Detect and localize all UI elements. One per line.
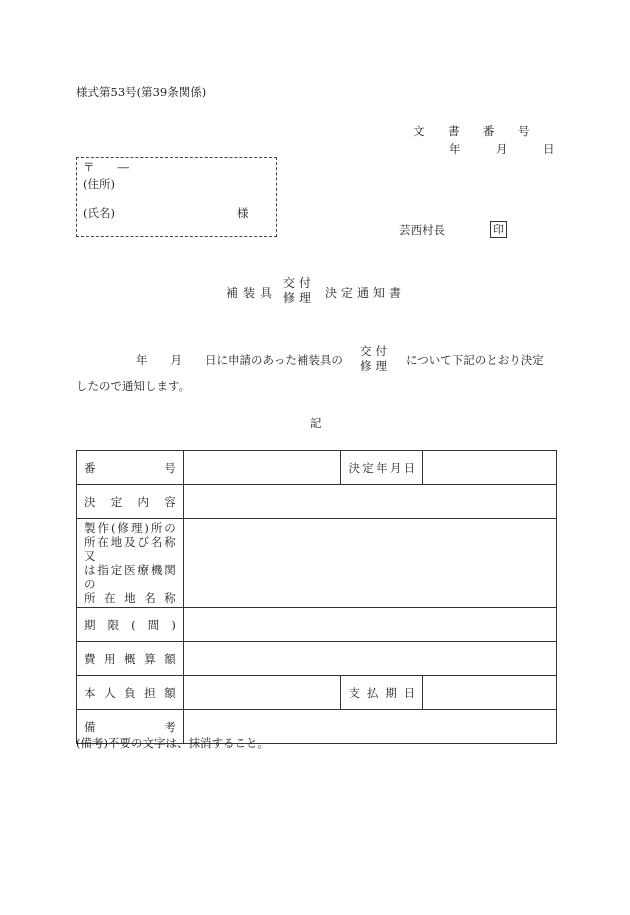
address-label: (住所) bbox=[83, 177, 115, 191]
name-label: (氏名) bbox=[83, 206, 115, 220]
manufacturer-label-line: は指定医療機関の bbox=[84, 563, 176, 591]
estimated-cost-label: 費用概算額 bbox=[77, 642, 184, 676]
title-prefix: 補装具 bbox=[226, 286, 278, 300]
period-label: 期限(間) bbox=[77, 608, 184, 642]
honorific: 様 bbox=[237, 206, 249, 220]
manufacturer-location-label bbox=[77, 519, 184, 608]
issuer-title: 芸西村長 bbox=[399, 223, 445, 237]
manufacturer-label-line: 所在地名称 bbox=[84, 591, 176, 605]
decision-content-value bbox=[183, 485, 556, 519]
number-value bbox=[183, 451, 341, 485]
postal-code-mark: 〒 ― bbox=[83, 160, 129, 174]
title-option-stack bbox=[283, 276, 315, 306]
self-burden-value bbox=[183, 676, 341, 710]
estimated-cost-value bbox=[183, 642, 556, 676]
number-label: 番号 bbox=[77, 451, 184, 485]
table-row bbox=[77, 485, 557, 519]
payment-date-label: 支払期日 bbox=[341, 676, 423, 710]
remarks-label: 備考 bbox=[77, 710, 184, 744]
table-row bbox=[77, 451, 557, 485]
form-label: 様式第53号(第39条関係) bbox=[76, 85, 207, 99]
manufacturer-location-value bbox=[183, 519, 556, 608]
ki-heading: 記 bbox=[310, 416, 322, 430]
body-option-top: 交付 bbox=[360, 344, 391, 358]
document-number: 文 書 番 号 bbox=[413, 124, 536, 138]
body-option-bottom: 修理 bbox=[360, 359, 391, 373]
table-row bbox=[77, 608, 557, 642]
self-burden-label: 本人負担額 bbox=[77, 676, 184, 710]
seal-mark: 印 bbox=[490, 221, 507, 238]
title-suffix: 決定通知書 bbox=[325, 286, 406, 300]
body-line1-b: について下記のとおり決定 bbox=[406, 353, 544, 367]
decision-date-label: 決定年月日 bbox=[341, 451, 423, 485]
document-date: 年 月 日 bbox=[449, 142, 567, 156]
body-line2: したので通知します。 bbox=[76, 379, 191, 393]
footnote: (備考)不要の文字は、抹消すること。 bbox=[76, 736, 269, 750]
body-option-stack bbox=[360, 344, 391, 374]
table-row bbox=[77, 519, 557, 608]
details-table bbox=[76, 450, 557, 744]
recipient-address-box bbox=[76, 157, 277, 237]
body-line1-a: 年 月 日に申請のあった補装具の bbox=[136, 353, 343, 367]
table-row bbox=[77, 642, 557, 676]
decision-content-label: 決定内容 bbox=[77, 485, 184, 519]
table-row bbox=[77, 676, 557, 710]
manufacturer-label-line: 製作(修理)所の bbox=[84, 521, 176, 535]
manufacturer-label-line: 所在地及び名称又 bbox=[84, 535, 176, 563]
decision-date-value bbox=[423, 451, 557, 485]
title-option-bottom: 修理 bbox=[283, 291, 316, 305]
title-option-top: 交付 bbox=[283, 276, 316, 290]
payment-date-value bbox=[423, 676, 557, 710]
period-value bbox=[183, 608, 556, 642]
